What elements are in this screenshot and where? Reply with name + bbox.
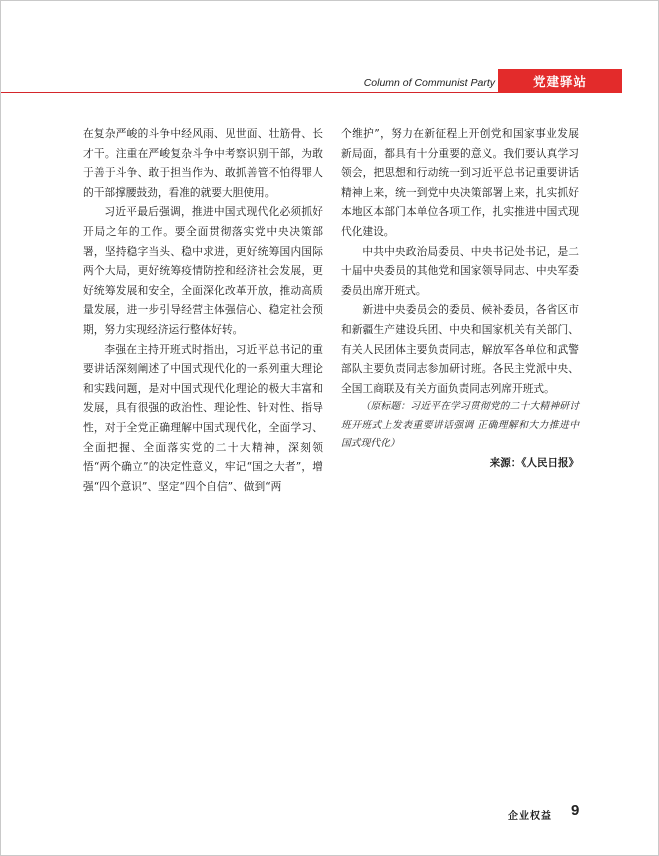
publication-name: 企业权益: [508, 811, 552, 822]
column-english-title: Column of Communist Party: [363, 77, 495, 89]
paragraph: 新进中央委员会的委员、候补委员，各省区市和新疆生产建设兵团、中央和国家机关有关部门、有关人民团体主要负责同志，解放军各单位和武警部队主要负责同志参加研讨班。各民主党派中央、全国工商联及有关方面负责同志列席开班式。: [341, 303, 579, 395]
source-credit: 来源：《人民日报》: [489, 456, 579, 469]
original-title-caption: （原标题：习近平在学习贯彻党的二十大精神研讨班开班式上发表重要讲话强调 正确理解和大力推进中国式现代化）: [341, 401, 579, 450]
paragraph: 李强在主持开班式时指出，习近平总书记的重要讲话深刻阐述了中国式现代化的一系列重大理论和实践问题，是对中国式现代化理论的极大丰富和发展，具有很强的政治性、理论性、针对性、指导性，对于全党正确理解中国式现代化，全面学习、全面把握、全面落实党的二十大精神，深刻领悟“两个确立”的决定性意义，牢记“国之大者”，增强“四个意识”、坚定“四个自信”、做到“两: [83, 342, 323, 493]
right-column: [341, 124, 579, 473]
page-number: 9: [571, 802, 580, 819]
paragraph: 习近平最后强调，推进中国式现代化必须抓好开局之年的工作。要全面贯彻落实党中央决策部署，坚持稳字当头、稳中求进，更好统筹国内国际两个大局，更好统筹疫情防控和经济社会发展，更好统筹发展和安全，全面深化改革开放，推动高质量发展，进一步引导经营主体强信心、稳定社会预期，努力实现经济运行整体好转。: [83, 205, 323, 336]
paragraph: 个维护”，努力在新征程上开创党和国家事业发展新局面，都具有十分重要的意义。我们要认真学习领会，把思想和行动统一到习近平总书记重要讲话精神上来，统一到党中央决策部署上来，扎实抓好本地区本部门本单位各项工作，扎实推进中国式现代化建设。: [341, 127, 579, 238]
paragraph: 在复杂严峻的斗争中经风雨、见世面、壮筋骨、长才干。注重在严峻复杂斗争中考察识别干部，为敢于善于斗争、敢于担当作为、敢抓善管不怕得罪人的干部撑腰鼓劲，看准的就要大胆使用。: [83, 127, 323, 199]
left-column: [83, 124, 323, 496]
paragraph: 中共中央政治局委员、中央书记处书记，是二十届中央委员的其他党和国家领导同志、中央军委委员出席开班式。: [341, 244, 579, 297]
section-tab: 党建驿站: [498, 69, 622, 93]
